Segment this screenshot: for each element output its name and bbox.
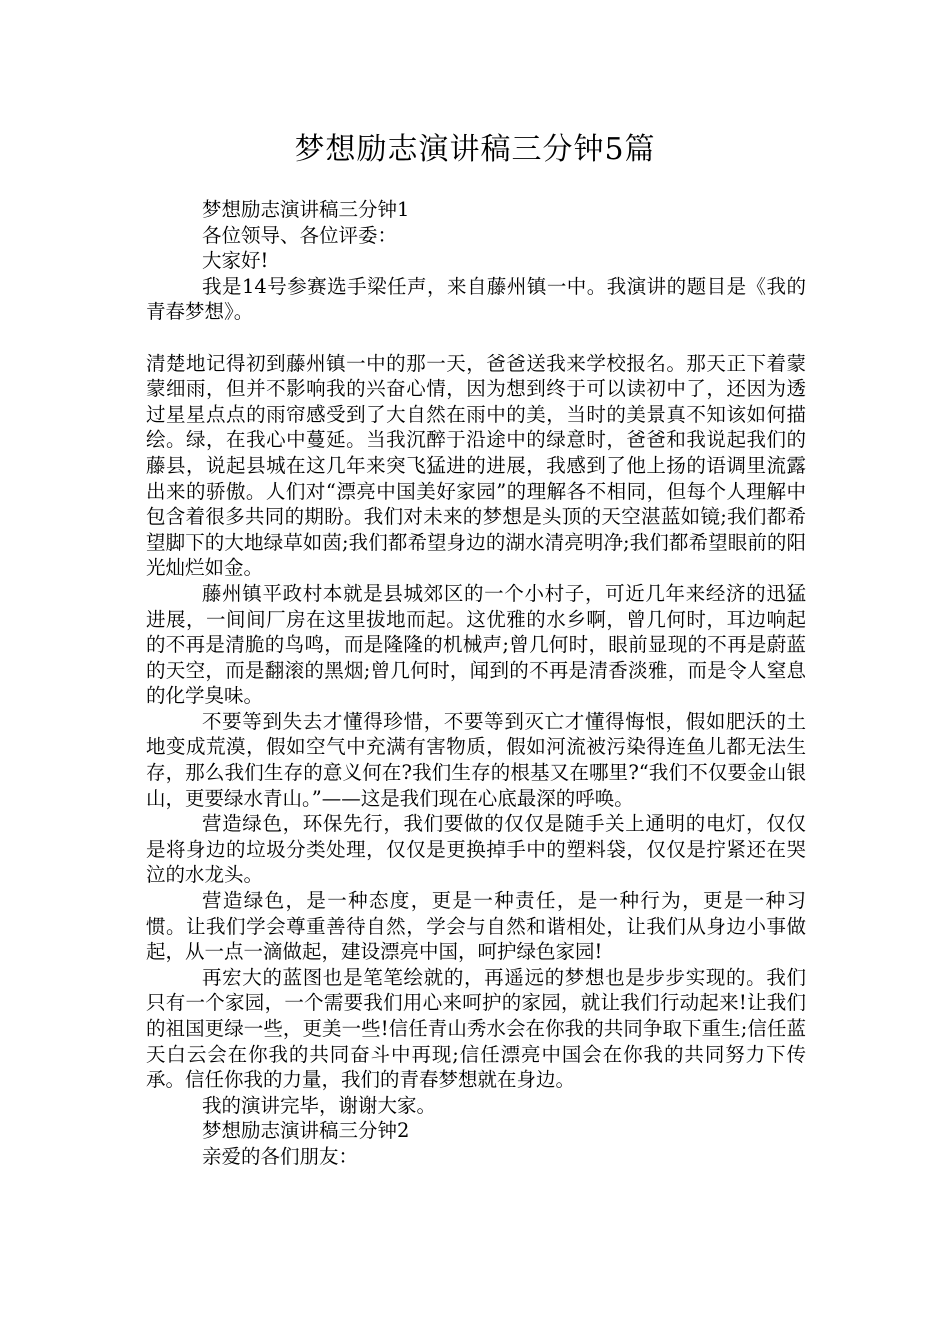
paragraph: 梦想励志演讲稿三分钟1 [202, 198, 410, 221]
paragraph: 我是14号参赛选手梁任声，来自藤州镇一中。我演讲的题目是《我的青春梦想》。 [146, 274, 806, 324]
paragraph: 亲爱的各们朋友： [202, 1144, 359, 1168]
paragraph: 营造绿色，环保先行，我们要做的仅仅是随手关上通明的电灯，仅仅是将身边的垃圾分类处理，仅仅是更换掉手中的塑料袋，仅仅是拧紧还在哭泣的水龙头。 [146, 812, 806, 887]
paragraph: 藤州镇平政村本就是县城郊区的一个小村子，可近几年来经济的迅猛进展，一间间厂房在这里拔地而起。这优雅的水乡啊，曾几何时，耳边响起的不再是清脆的鸟鸣，而是隆隆的机械声;曾几何时，眼前显现的不再是蔚蓝的天空，而是翻滚的黑烟;曾几何时，闻到的不再是清香淡雅，而是令人窒息的化学臭味。 [146, 581, 806, 708]
document-title: 梦想励志演讲稿三分钟5篇 [294, 132, 656, 167]
document-body [146, 197, 806, 1170]
paragraph: 清楚地记得初到藤州镇一中的那一天，爸爸送我来学校报名。那天正下着蒙蒙细雨，但并不影响我的兴奋心情，因为想到终于可以读初中了，还因为透过星星点点的雨帘感受到了大自然在雨中的美，当时的美景真不知该如何描绘。绿，在我心中蔓延。当我沉醉于沿途中的绿意时，爸爸和我说起我们的藤县，说起县城在这几年来突飞猛进的进展，我感到了他上扬的语调里流露出来的骄傲。人们对“漂亮中国美好家园”的理解各不相同，但每个人理解中包含着很多共同的期盼。我们对未来的梦想是头顶的天空湛蓝如镜;我们都希望脚下的大地绿草如茵;我们都希望身边的湖水清亮明净;我们都希望眼前的阳光灿烂如金。 [146, 351, 806, 580]
paragraph: 营造绿色，是一种态度，更是一种责任，是一种行为，更是一种习惯。让我们学会尊重善待自然，学会与自然和谐相处，让我们从身边小事做起，从一点一滴做起，建设漂亮中国，呵护绿色家园! [146, 889, 806, 964]
paragraph: 再宏大的蓝图也是笔笔绘就的，再遥远的梦想也是步步实现的。我们只有一个家园，一个需要我们用心来呵护的家园，就让我们行动起来!让我们的祖国更绿一些，更美一些!信任青山秀水会在你我的共同争取下重生;信任蓝天白云会在你我的共同奋斗中再现;信任漂亮中国会在你我的共同努力下传承。信任你我的力量，我们的青春梦想就在身边。 [146, 965, 806, 1092]
paragraph: 梦想励志演讲稿三分钟2 [202, 1119, 410, 1143]
paragraph: 大家好! [202, 249, 269, 273]
paragraph: 各位领导、各位评委： [202, 223, 398, 247]
paragraph: 我的演讲完毕，谢谢大家。 [202, 1093, 437, 1117]
paragraph: 不要等到失去才懂得珍惜，不要等到灭亡才懂得悔恨，假如肥沃的土地变成荒漠，假如空气中充满有害物质，假如河流被污染得连鱼儿都无法生存，那么我们生存的意义何在?我们生存的根基又在哪里?“我们不仅要金山银山，更要绿水青山。”——这是我们现在心底最深的呼唤。 [146, 709, 806, 810]
